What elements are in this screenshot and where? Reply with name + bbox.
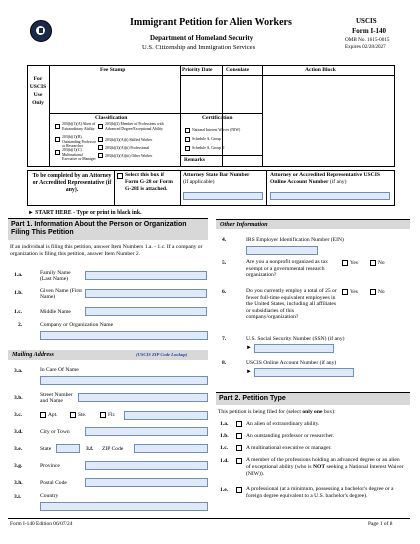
q5-yes-label: Yes bbox=[350, 260, 358, 266]
q6-num: 6. bbox=[222, 289, 227, 295]
province-input[interactable] bbox=[85, 461, 208, 470]
online-account-input[interactable] bbox=[254, 368, 354, 377]
dhs-seal bbox=[30, 20, 52, 42]
class-label: 203(b)(3)(A)(ii) Professional bbox=[105, 146, 150, 150]
q8-label: USCIS Online Account Number (if any) bbox=[246, 360, 337, 366]
attorney-completed-by: To be completed by an Attorney or Accredited Representative (if any). bbox=[32, 173, 112, 194]
q7-label: U.S. Social Security Number (SSN) (if any) bbox=[246, 336, 345, 342]
q6-yes-label: Yes bbox=[350, 289, 358, 295]
part2-intro: This petition is being filed for (select only one box): bbox=[218, 409, 336, 415]
class-checkbox[interactable] bbox=[55, 137, 60, 142]
class-checkbox[interactable] bbox=[98, 124, 103, 129]
unit-number-input[interactable] bbox=[124, 411, 208, 420]
state-label: State bbox=[40, 446, 52, 452]
agency-short: USCIS bbox=[356, 17, 377, 25]
item-3f-num: 3.f. bbox=[86, 446, 94, 452]
consulate-label: Consulate bbox=[226, 67, 250, 73]
ste-label: Ste. bbox=[78, 412, 87, 418]
bar-number-label: Attorney State Bar Number (if applicable) bbox=[183, 172, 250, 185]
p2-1e-checkbox[interactable] bbox=[236, 487, 242, 493]
country-label: Country bbox=[40, 493, 59, 499]
postal-code-label: Postal Code bbox=[40, 480, 67, 486]
other-info-header: Other Information bbox=[216, 219, 410, 229]
p2-1e-label: A professional (at a minimum, possessing a bachelor's degree or a foreign degree equivalent to a U.S. bachelor's degree). bbox=[246, 486, 394, 499]
p2-1c-num: 1.c. bbox=[220, 445, 229, 451]
street-input[interactable] bbox=[78, 393, 208, 402]
item-2-num: 2. bbox=[18, 322, 23, 328]
item-3a-num: 3.a. bbox=[14, 368, 23, 374]
q5-num: 5. bbox=[222, 260, 227, 266]
item-1b-num: 1.b. bbox=[14, 290, 23, 296]
item-1a-num: 1.a. bbox=[14, 272, 23, 278]
q5-label: Are you a nonprofit organized as tax exempt or a governmental research organization? bbox=[246, 259, 328, 279]
department-name: Department of Homeland Security bbox=[150, 34, 254, 42]
ste-checkbox[interactable] bbox=[70, 412, 76, 418]
item-3c-num: 3.c. bbox=[14, 412, 23, 418]
item-3h-num: 3.h. bbox=[14, 480, 23, 486]
q5-no-checkbox[interactable] bbox=[370, 260, 376, 266]
online-account-arrow-icon: ► bbox=[246, 369, 252, 375]
cert-checkbox[interactable] bbox=[185, 137, 190, 142]
agency-name: U.S. Citizenship and Immigration Services bbox=[142, 44, 256, 51]
class-checkbox[interactable] bbox=[98, 145, 103, 150]
part1-header: Part 1. Information About the Person or Organization Filing This Petition bbox=[8, 218, 208, 240]
footer-page-number: Page 1 of 8 bbox=[368, 521, 393, 527]
q6-no-checkbox[interactable] bbox=[370, 289, 376, 295]
g28-label: Select this box if Form G-28 or Form G-28I is attached. bbox=[125, 172, 173, 192]
middle-name-input[interactable] bbox=[85, 307, 207, 316]
p2-1a-checkbox[interactable] bbox=[236, 421, 242, 427]
middle-name-label: Middle Name bbox=[40, 309, 71, 315]
remarks-label: Remarks bbox=[184, 157, 205, 163]
office-use-side-label: For USCIS Use Only bbox=[29, 76, 47, 106]
state-select[interactable] bbox=[56, 444, 80, 453]
q7-num: 7. bbox=[222, 336, 227, 342]
q6-yes-checkbox[interactable] bbox=[342, 289, 348, 295]
q6-no-label: No bbox=[378, 289, 385, 295]
class-checkbox[interactable] bbox=[98, 153, 103, 158]
action-block-label: Action Block bbox=[305, 67, 336, 73]
p2-1c-checkbox[interactable] bbox=[236, 445, 242, 451]
q8-num: 8. bbox=[222, 360, 227, 366]
given-name-label: Given Name (First Name) bbox=[40, 288, 82, 301]
class-label: 203(b)(3)(A)(i) Skilled Worker bbox=[105, 138, 153, 142]
p2-1c-label: A multinational executive or manager. bbox=[246, 445, 332, 451]
item-3e-num: 3.e. bbox=[14, 446, 23, 452]
apt-label: Apt. bbox=[48, 412, 58, 418]
apt-checkbox[interactable] bbox=[40, 412, 46, 418]
p2-1d-label: A member of the professions holding an advanced degree or an alien of exceptional ability (who is NOT seeking a National Interest Waiver (NIW)). bbox=[246, 457, 404, 477]
company-name-label: Company or Organization Name bbox=[40, 322, 114, 328]
part2-header: Part 2. Petition Type bbox=[216, 392, 410, 405]
company-name-input[interactable] bbox=[40, 331, 208, 340]
item-3g-num: 3.g. bbox=[14, 463, 23, 469]
part1-intro: If an individual is filing this petition, answer Item Numbers 1.a. - 1.c. If a company or organization is filing this petition, answer Item Number 2. bbox=[10, 244, 203, 257]
p2-1e-num: 1.e. bbox=[220, 487, 229, 493]
omb-number: OMB No. 1615-0015 bbox=[345, 37, 390, 43]
certification-title: Certification bbox=[202, 115, 233, 121]
item-1c-num: 1.c. bbox=[14, 309, 23, 315]
zip-input[interactable] bbox=[134, 444, 208, 453]
item-3d-num: 3.d. bbox=[14, 429, 23, 435]
class-label: 203(b)(1)(A) Alien of Extraordinary Ability bbox=[62, 122, 96, 131]
class-label: 203(b)(2) Member of Professions with Advanced Degree/Exceptional Ability bbox=[105, 122, 164, 131]
item-3b-num: 3.b. bbox=[14, 395, 23, 401]
q6-label: Do you currently employ a total of 25 or fewer full-time equivalent employees in the United States, including all affiliates or subsidiaries of this company/organization? bbox=[246, 288, 337, 321]
in-care-of-label: In Care Of Name bbox=[40, 367, 79, 373]
form-id: Form I-140 bbox=[352, 27, 387, 35]
cert-label: National Interest Waiver (NIW) bbox=[192, 128, 241, 132]
attorney-online-account-field[interactable] bbox=[270, 192, 390, 200]
expiration-date: Expires 02/28/2027 bbox=[345, 44, 386, 50]
q4-label: IRS Employer Identification Number (EIN) bbox=[246, 237, 344, 243]
q4-num: 4. bbox=[222, 237, 227, 243]
ein-input[interactable] bbox=[246, 246, 318, 255]
class-checkbox[interactable] bbox=[55, 150, 60, 155]
postal-code-input[interactable] bbox=[85, 478, 208, 487]
ssn-input[interactable] bbox=[254, 344, 334, 353]
given-name-input[interactable] bbox=[85, 289, 207, 298]
flr-checkbox[interactable] bbox=[100, 412, 106, 418]
form-title: Immigrant Petition for Alien Workers bbox=[130, 17, 292, 28]
cert-label: Schedule A, Group II bbox=[192, 146, 225, 150]
p2-1d-num: 1.d. bbox=[220, 458, 229, 464]
class-label: 203(b)(1)(B) Outstanding Professor or Researcher bbox=[62, 135, 96, 149]
fee-stamp-label: Fee Stamp bbox=[100, 67, 126, 73]
p2-1d-checkbox[interactable] bbox=[236, 458, 242, 464]
classification-title: Classification bbox=[95, 115, 128, 121]
g28-checkbox[interactable] bbox=[117, 173, 123, 179]
ssn-arrow-icon: ► bbox=[246, 345, 252, 351]
flr-label: Flr. bbox=[108, 412, 116, 418]
class-checkbox[interactable] bbox=[98, 137, 103, 142]
city-input[interactable] bbox=[85, 427, 208, 436]
p2-1b-label: An outstanding professor or researcher. bbox=[246, 433, 335, 439]
family-name-label: Family Name (Last Name) bbox=[40, 270, 71, 283]
p2-1a-label: An alien of extraordinary ability. bbox=[246, 421, 320, 427]
p2-1b-checkbox[interactable] bbox=[236, 433, 242, 439]
cert-label: Schedule A, Group I bbox=[192, 137, 224, 141]
zip-label: ZIP Code bbox=[102, 446, 124, 452]
cert-checkbox[interactable] bbox=[185, 128, 190, 133]
class-checkbox[interactable] bbox=[55, 124, 60, 129]
in-care-of-input[interactable] bbox=[40, 376, 208, 385]
city-label: City or Town bbox=[40, 429, 70, 435]
q5-yes-checkbox[interactable] bbox=[342, 260, 348, 266]
item-3i-num: 3.i. bbox=[14, 494, 22, 500]
footer-form-edition: Form I-140 Edition 06/07/24 bbox=[10, 521, 73, 527]
family-name-input[interactable] bbox=[85, 271, 207, 280]
class-label: 203(b)(3)(A)(iii) Other Worker bbox=[105, 154, 153, 158]
class-label: 203(b)(1)(C) Multinational Executive or Manager bbox=[62, 148, 96, 162]
street-label: Street Number and Name bbox=[40, 392, 73, 405]
bar-number-field[interactable] bbox=[183, 192, 263, 200]
p2-1b-num: 1.b. bbox=[220, 433, 229, 439]
priority-date-label: Priority Date bbox=[182, 67, 213, 73]
attorney-online-account-label: Attorney or Accredited Representative USCIS Online Account Number (if any) bbox=[270, 172, 380, 185]
p2-1a-num: 1.a. bbox=[220, 421, 229, 427]
zip-lookup-link[interactable]: (USCIS ZIP Code Lookup) bbox=[136, 352, 188, 357]
start-here: ► START HERE - Type or print in black ink. bbox=[28, 210, 142, 216]
cert-checkbox[interactable] bbox=[185, 146, 190, 151]
province-label: Province bbox=[40, 463, 60, 469]
mailing-address-header: Mailing Address (USCIS ZIP Code Lookup) bbox=[8, 350, 208, 360]
q5-no-label: No bbox=[378, 260, 385, 266]
country-input[interactable] bbox=[40, 502, 208, 511]
